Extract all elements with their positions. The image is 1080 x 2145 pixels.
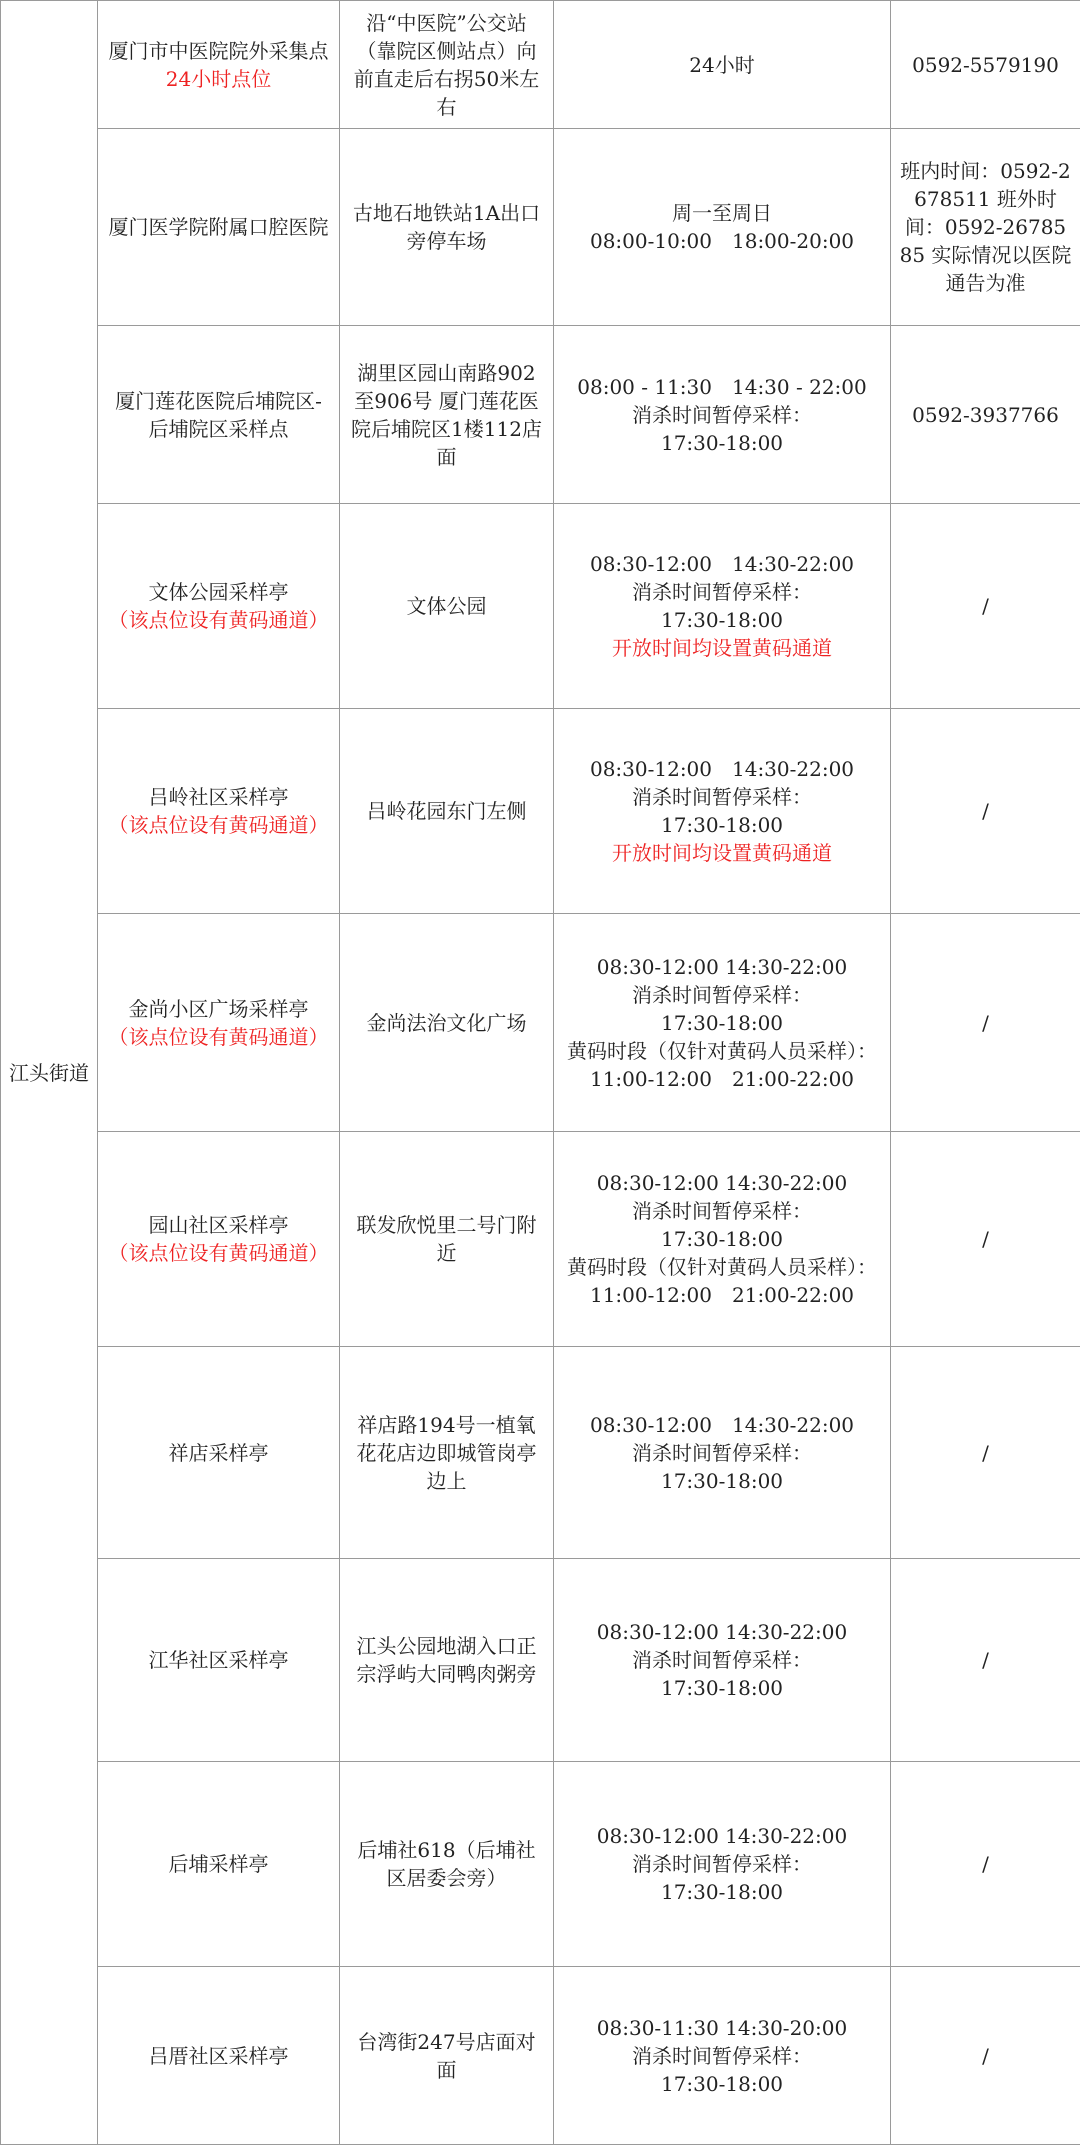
hours-line: 消杀时间暂停采样： [562,578,882,606]
site-address-cell [340,504,554,709]
site-name: 吕岭社区采样亭 [106,783,331,811]
site-hours-cell [554,709,891,914]
site-name: 厦门医学院附属口腔医院 [106,213,331,241]
hours-line: 消杀时间暂停采样： [562,401,882,429]
site-address-cell [340,709,554,914]
site-hours-cell [554,326,891,504]
site-hours-cell [554,1132,891,1347]
site-name-note: 24小时点位 [106,65,331,93]
table-body [1,1,1080,2145]
site-phone: / [899,592,1072,620]
site-name-cell [98,709,340,914]
hours-line: 17:30-18:00 [562,1467,882,1495]
site-phone-cell [891,1347,1080,1559]
site-address: 沿“中医院”公交站（靠院区侧站点）向前直走后右拐50米左右 [348,9,545,121]
hours-line: 消杀时间暂停采样： [562,1646,882,1674]
site-address-cell [340,914,554,1132]
site-name: 金尚小区广场采样亭 [106,995,331,1023]
hours-line: 08:30-12:00 14:30-22:00 [562,953,882,981]
site-name-cell [98,1132,340,1347]
site-phone-cell [891,709,1080,914]
district-cell [1,1,98,2145]
site-name-cell [98,504,340,709]
table-row [1,129,1080,326]
hours-line: 17:30-18:00 [562,811,882,839]
site-address-cell [340,326,554,504]
site-phone: / [899,1439,1072,1467]
site-hours-cell [554,1559,891,1762]
site-name-note: （该点位设有黄码通道） [106,1023,331,1051]
site-phone: / [899,1009,1072,1037]
site-name-cell [98,326,340,504]
site-name-cell [98,1559,340,1762]
site-phone-cell [891,1559,1080,1762]
site-phone-cell [891,129,1080,326]
site-name-cell [98,1967,340,2145]
site-phone: / [899,1225,1072,1253]
site-address: 联发欣悦里二号门附近 [348,1211,545,1267]
hours-note: 开放时间均设置黄码通道 [562,634,882,662]
site-address-cell [340,1762,554,1967]
site-address: 吕岭花园东门左侧 [348,797,545,825]
site-address-cell [340,129,554,326]
hours-line: 消杀时间暂停采样： [562,783,882,811]
site-hours-cell [554,129,891,326]
site-name-cell [98,914,340,1132]
hours-line: 08:30-12:00 14:30-22:00 [562,755,882,783]
hours-line: 08:30-12:00 14:30-22:00 [562,1618,882,1646]
site-phone-cell [891,1132,1080,1347]
site-phone: / [899,797,1072,825]
hours-line: 消杀时间暂停采样： [562,2042,882,2070]
table-row [1,709,1080,914]
hours-line: 08:30-11:30 14:30-20:00 [562,2014,882,2042]
site-address: 湖里区园山南路902至906号 厦门莲花医院后埔院区1楼112店面 [348,359,545,471]
hours-line: 17:30-18:00 [562,429,882,457]
site-address: 古地石地铁站1A出口旁停车场 [348,199,545,255]
hours-line: 08:00 - 11:30 14:30 - 22:00 [562,373,882,401]
site-address: 台湾街247号店面对面 [348,2028,545,2084]
table-row [1,1762,1080,1967]
hours-line: 17:30-18:00 [562,2070,882,2098]
site-name-cell [98,1762,340,1967]
table-row [1,326,1080,504]
site-address: 祥店路194号一植氧花花店边即城管岗亭边上 [348,1411,545,1495]
site-name: 后埔采样亭 [106,1850,331,1878]
hours-line: 黄码时段（仅针对黄码人员采样）： [562,1037,882,1065]
site-address-cell [340,1,554,129]
site-phone: 0592-5579190 [899,51,1072,79]
hours-line: 11:00-12:00 21:00-22:00 [562,1281,882,1309]
site-phone-cell [891,914,1080,1132]
site-address: 江头公园地湖入口正宗浮屿大同鸭肉粥旁 [348,1632,545,1688]
site-address: 文体公园 [348,592,545,620]
hours-line: 周一至周日 [562,199,882,227]
site-hours-cell [554,504,891,709]
hours-line: 24小时 [562,51,882,79]
hours-line: 08:30-12:00 14:30-22:00 [562,1822,882,1850]
site-name-note: （该点位设有黄码通道） [106,606,331,634]
site-phone-cell [891,1967,1080,2145]
hours-line: 11:00-12:00 21:00-22:00 [562,1065,882,1093]
site-name: 祥店采样亭 [106,1439,331,1467]
site-address-cell [340,1347,554,1559]
site-name: 厦门市中医院院外采集点 [106,37,331,65]
site-name-cell [98,129,340,326]
site-phone: / [899,1646,1072,1674]
site-phone-cell [891,1762,1080,1967]
hours-line: 消杀时间暂停采样： [562,1850,882,1878]
site-address: 金尚法治文化广场 [348,1009,545,1037]
site-hours-cell [554,914,891,1132]
site-name-note: （该点位设有黄码通道） [106,811,331,839]
site-address-cell [340,1967,554,2145]
hours-line: 17:30-18:00 [562,1009,882,1037]
site-phone: 0592-3937766 [899,401,1072,429]
site-phone-cell [891,1,1080,129]
hours-line: 08:30-12:00 14:30-22:00 [562,550,882,578]
hours-note: 开放时间均设置黄码通道 [562,839,882,867]
table-row [1,914,1080,1132]
table-row [1,504,1080,709]
hours-line: 17:30-18:00 [562,1674,882,1702]
site-hours-cell [554,1347,891,1559]
table-row [1,1132,1080,1347]
site-name: 厦门莲花医院后埔院区-后埔院区采样点 [106,387,331,443]
hours-line: 黄码时段（仅针对黄码人员采样）： [562,1253,882,1281]
site-name-cell [98,1,340,129]
site-phone-cell [891,504,1080,709]
table-row [1,1347,1080,1559]
hours-line: 消杀时间暂停采样： [562,1197,882,1225]
table-row [1,1,1080,129]
site-address: 后埔社618（后埔社区居委会旁） [348,1836,545,1892]
hours-line: 08:00-10:00 18:00-20:00 [562,227,882,255]
site-phone-cell [891,326,1080,504]
hours-line: 消杀时间暂停采样： [562,1439,882,1467]
site-name-cell [98,1347,340,1559]
table-row [1,1559,1080,1762]
site-address-cell [340,1132,554,1347]
site-phone: / [899,1850,1072,1878]
site-name: 园山社区采样亭 [106,1211,331,1239]
site-phone: 班内时间：0592-2678511 班外时间：0592-2678585 实际情况以医院通告为准 [899,157,1072,297]
site-hours-cell [554,1,891,129]
hours-line: 08:30-12:00 14:30-22:00 [562,1169,882,1197]
site-name: 吕厝社区采样亭 [106,2042,331,2070]
hours-line: 17:30-18:00 [562,1878,882,1906]
hours-line: 17:30-18:00 [562,1225,882,1253]
hours-line: 消杀时间暂停采样： [562,981,882,1009]
site-name: 江华社区采样亭 [106,1646,331,1674]
district-label: 江头街道 [9,1061,89,1085]
site-name-note: （该点位设有黄码通道） [106,1239,331,1267]
hours-line: 08:30-12:00 14:30-22:00 [562,1411,882,1439]
table-row [1,1967,1080,2145]
hours-line: 17:30-18:00 [562,606,882,634]
site-address-cell [340,1559,554,1762]
site-name: 文体公园采样亭 [106,578,331,606]
site-hours-cell [554,1967,891,2145]
site-phone: / [899,2042,1072,2070]
site-hours-cell [554,1762,891,1967]
